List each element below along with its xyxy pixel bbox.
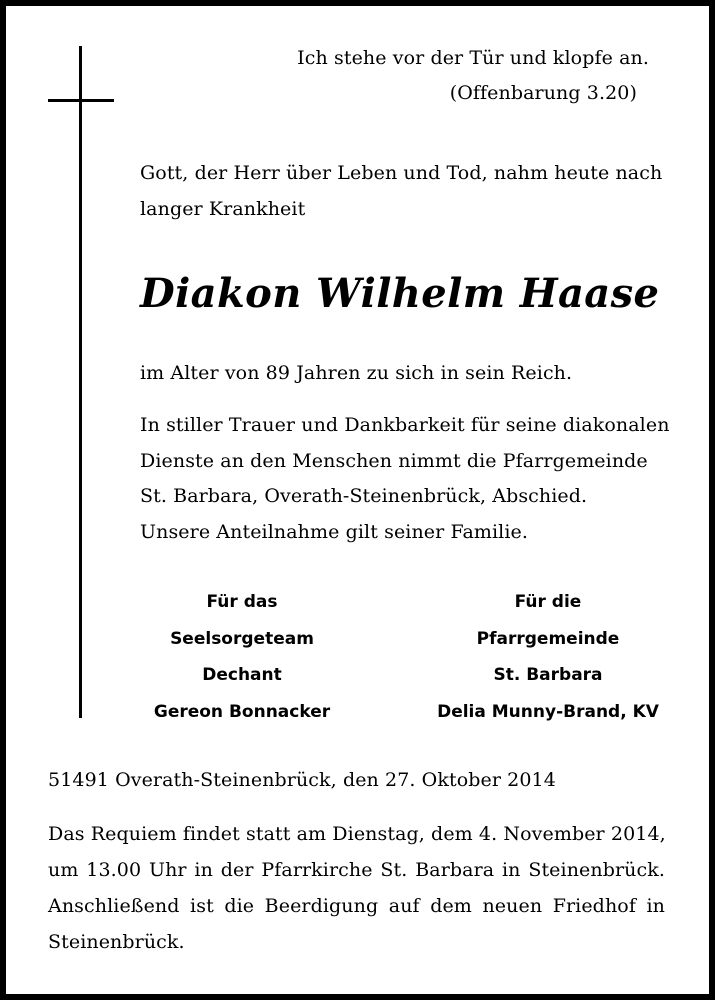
- mourning-line: In stiller Trauer und Dankbarkeit für seine diakonalen: [140, 414, 670, 436]
- intro-line-1: Gott, der Herr über Leben und Tod, nahm heute nach: [140, 162, 663, 184]
- bible-quote-source: (Offenbarung 3.20): [449, 82, 637, 104]
- mourning-line: Unsere Anteilnahme gilt seiner Familie.: [140, 520, 529, 543]
- requiem-line: Anschließend ist die Beerdigung auf dem neuen Friedhof in: [48, 895, 665, 917]
- signature-name: Gereon Bonnacker: [153, 701, 331, 722]
- cross-vertical-bar: [79, 46, 82, 718]
- mourning-paragraph: [140, 408, 670, 550]
- age-statement: im Alter von 89 Jahren zu sich in sein Reich.: [140, 362, 573, 384]
- requiem-paragraph: [48, 816, 665, 960]
- requiem-line: um 13.00 Uhr in der Pfarrkirche St. Barbara in Steinenbrück.: [48, 859, 665, 881]
- requiem-line: Steinenbrück.: [48, 931, 185, 953]
- signature-seelsorgeteam: [112, 584, 372, 730]
- place-and-date: 51491 Overath-Steinenbrück, den 27. Oktober 2014: [48, 769, 556, 791]
- signature-line: Seelsorgeteam: [170, 628, 314, 649]
- signature-line: Für das: [206, 592, 278, 612]
- deceased-name: Diakon Wilhelm Haase: [140, 270, 660, 317]
- intro-line-2: langer Krankheit: [140, 198, 306, 220]
- signature-line: St. Barbara: [493, 665, 603, 685]
- signature-line: Pfarrgemeinde: [476, 628, 620, 649]
- signature-pfarrgemeinde: [418, 584, 678, 730]
- signature-line: Für die: [514, 592, 582, 612]
- signature-name: Delia Munny-Brand, KV: [437, 701, 659, 722]
- mourning-line: Dienste an den Menschen nimmt die Pfarrgemeinde: [140, 449, 648, 472]
- requiem-line: Das Requiem findet statt am Dienstag, dem 4. November 2014,: [48, 823, 666, 845]
- mourning-line: St. Barbara, Overath-Steinenbrück, Abschied.: [140, 485, 588, 507]
- bible-quote: Ich stehe vor der Tür und klopfe an.: [297, 47, 649, 69]
- signature-line: Dechant: [202, 665, 282, 685]
- cross-horizontal-bar: [48, 99, 114, 102]
